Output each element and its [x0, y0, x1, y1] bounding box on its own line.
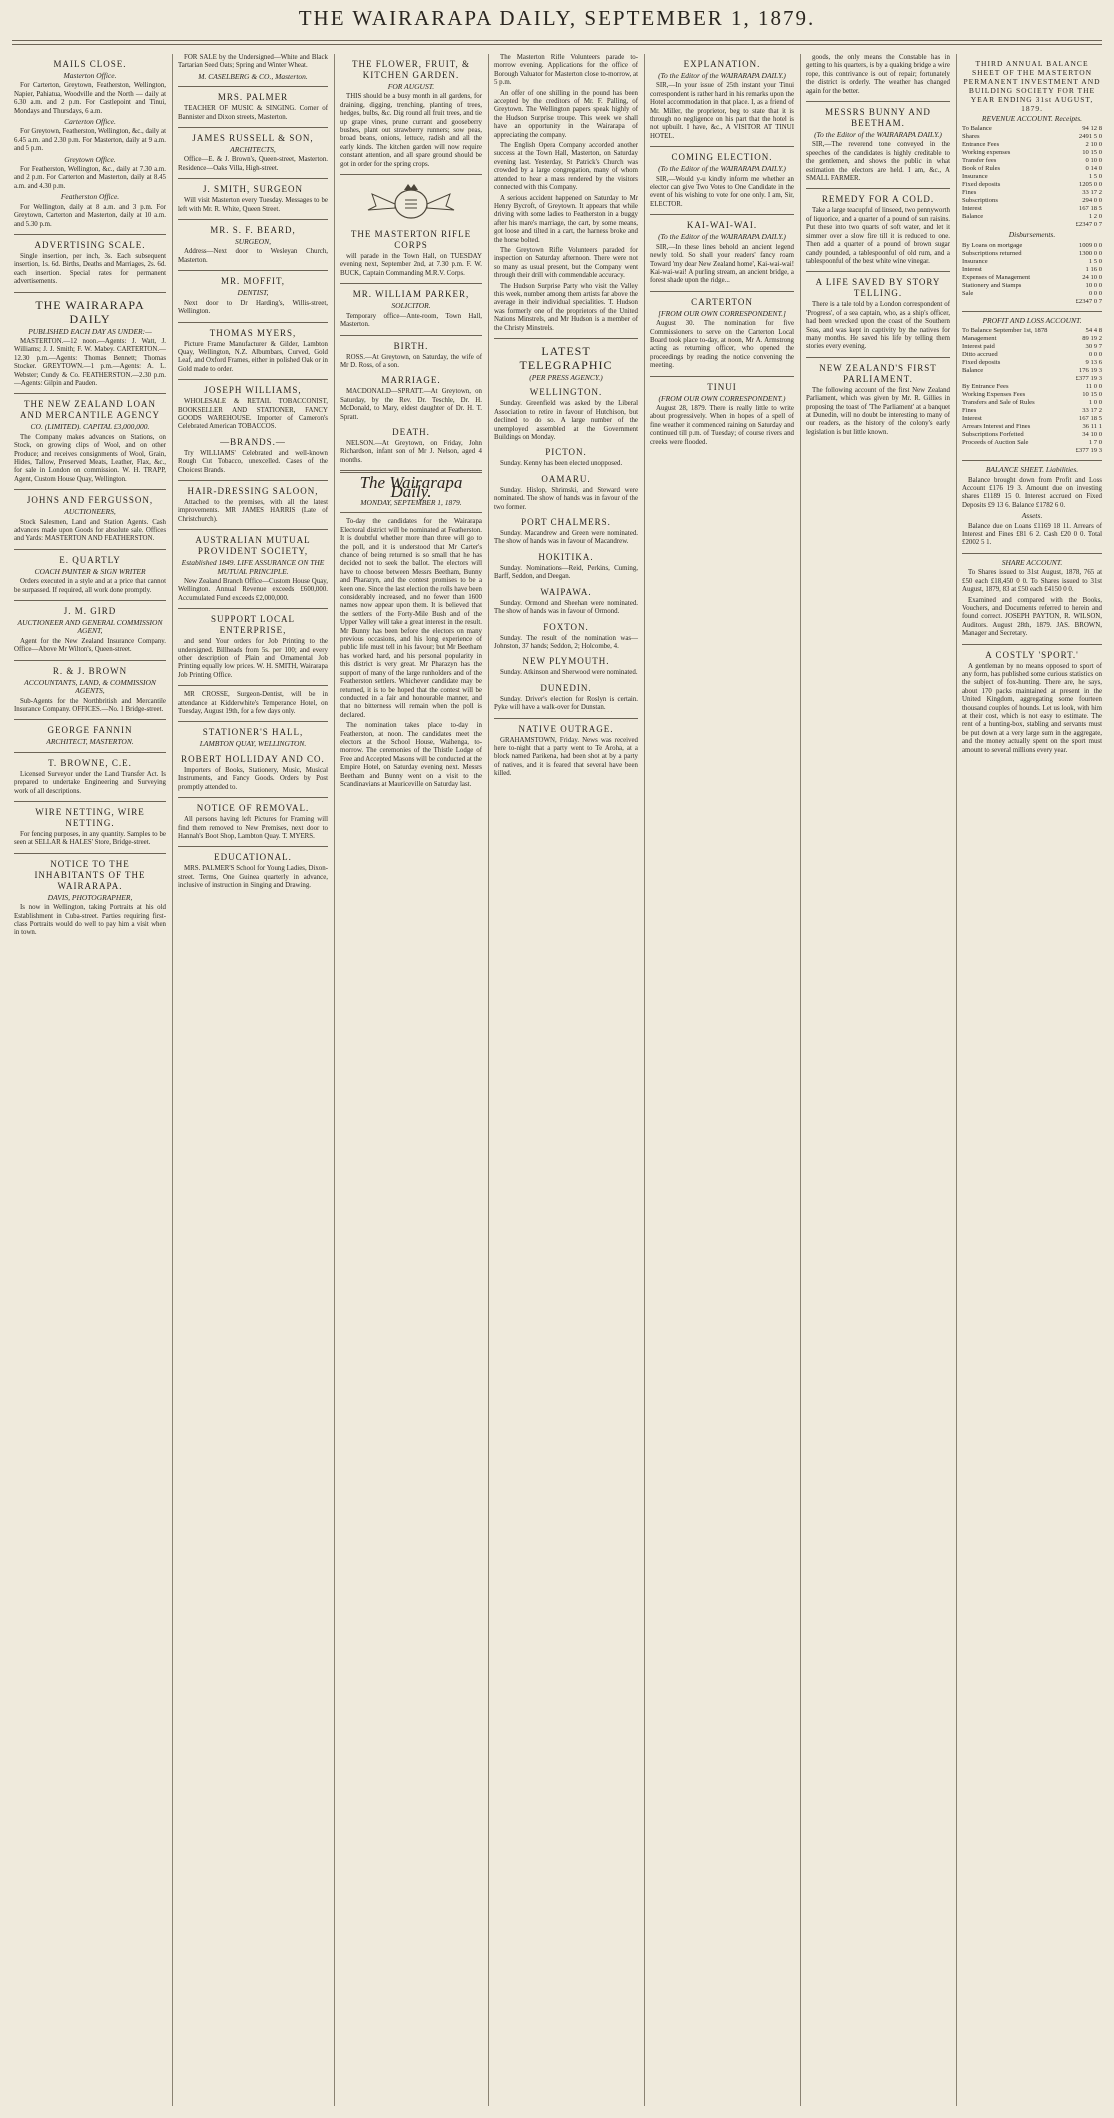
- tel-text: Sunday. Greenfield was asked by the Liberal Association to retire in favour of Hutchison, but declined to do so. A large number of the unemployed assembled at the Government Buildings on Monday.: [494, 400, 638, 442]
- tel-place: PICTON.: [545, 447, 587, 458]
- edu-title: EDUCATIONAL.: [214, 852, 292, 863]
- account-amount: 10 15 0: [1082, 149, 1102, 157]
- account-amount: 30 9 7: [1085, 343, 1102, 351]
- coming-title: COMING ELECTION.: [671, 152, 773, 163]
- mail-text: For Featherston, Wellington, &c., daily at 7.30 a.m. and 2 p.m. For Carterton and Masterton, daily at 8.45 a.m. and 4.30 p.m.: [14, 166, 166, 190]
- account-label: Arrears Interest and Fines: [962, 423, 1031, 431]
- mail-text: For Greytown, Featherston, Wellington, &c., daily at 6.45 a.m. and 2.30 p.m. For Masterton, daily at 9 a.m. and 5 p.m.: [14, 128, 166, 153]
- account-amount: 0 14 0: [1085, 165, 1102, 173]
- column-7: [962, 54, 1102, 2106]
- account-row: [962, 133, 1102, 141]
- davis-title: DAVIS, PHOTOGRAPHER,: [47, 892, 133, 902]
- account-amount: 1 0 0: [1088, 399, 1102, 407]
- brands-text: Try WILLIAMS' Celebrated and well-known Rough Cut Tobacco, unexcelled. Cases of the Choicest Brands.: [178, 449, 328, 474]
- local-news: The English Opera Company accorded another success at the Town Hall, Masterton, on Saturday evening last. Yesterday, St Patrick's Church was crowded by a large congregation, many of whom attended to hear a mass rendered by the visitors connected with this Company.: [494, 142, 638, 192]
- bunny-title: MESSRS BUNNY AND BEETHAM.: [825, 107, 931, 129]
- account-amount: 33 17 2: [1082, 189, 1102, 197]
- moffit-text: Next door to Dr Harding's, Willis-street, Wellington.: [178, 299, 328, 316]
- bunny-text: SIR,—The reverend tone conveyed in the speeches of the candidates is highly creditable to the gentlemen, and shows the public in what estimation the electors are held. I am, &c., A SMALL FARMER.: [806, 141, 950, 183]
- loan-title: THE NEW ZEALAND LOAN AND MERCANTILE AGENCY: [20, 399, 160, 421]
- tel-text: Sunday. Driver's election for Roslyn is certain. Pyke will have a walk-over for Dunstan.: [494, 695, 638, 712]
- account-label: Balance: [962, 213, 984, 221]
- smith-text: Will visit Masterton every Tuesday. Messages to be left with Mr. R. White, Queen Street.: [178, 197, 328, 213]
- johns-title: JOHNS AND FERGUSSON,: [26, 495, 154, 506]
- pl-total-2: £377 19 3: [1075, 447, 1102, 455]
- account-row: [962, 266, 1102, 274]
- account-row: [962, 173, 1102, 181]
- account-row: [962, 258, 1102, 266]
- account-label: Subscriptions returned: [962, 249, 1022, 257]
- tinui-text: August 28, 1879. There is really little to write about progressively. When in hopes of a spell of fine weather it commenced raining on Saturday and continued till p.m. of Tuesday; of course rivers and creeks were flooded.: [650, 404, 794, 446]
- account-label: To Balance: [962, 125, 992, 133]
- masthead-rule-bottom: [12, 44, 1102, 45]
- quartly-sub: COACH PAINTER & SIGN WRITER: [34, 566, 146, 576]
- receipts-table: [962, 125, 1102, 221]
- account-label: Subscriptions Forfeited: [962, 431, 1024, 439]
- daily-title: THE WAIRARAPA DAILY: [35, 297, 145, 326]
- explanation-title: EXPLANATION.: [683, 59, 761, 69]
- account-row: [962, 391, 1102, 399]
- column-4: [494, 54, 638, 2106]
- account-row: [962, 383, 1102, 391]
- holliday-text: Importers of Books, Stationery, Music, Musical Instruments, and Fancy Goods. Orders by Post promptly attended to.: [178, 766, 328, 791]
- tinui-sub: (FROM OUR OWN CORRESPONDENT.): [658, 393, 786, 403]
- amp-title: AUSTRALIAN MUTUAL PROVIDENT SOCIETY,: [195, 535, 311, 557]
- receipts-heading: REVENUE ACCOUNT. Receipts.: [981, 114, 1083, 123]
- column-divider: [956, 54, 957, 2106]
- wire-title: WIRE NETTING, WIRE NETTING.: [35, 806, 145, 828]
- fannin-title: GEORGE FANNIN: [47, 725, 133, 736]
- telegraph-sub: (PER PRESS AGENCY.): [529, 373, 603, 382]
- account-row: [962, 250, 1102, 258]
- tel-place: OAMARU.: [541, 473, 591, 484]
- account-amount: 89 19 2: [1082, 335, 1102, 343]
- account-row: [962, 399, 1102, 407]
- sport-text: A gentleman by no means opposed to sport of any form, has published some curious statistics on the subject of fox-hunting. There are, he says, about 170 packs maintained at present in the United Kingdom, aggregating some fourteen thousand couples of hounds. Let us look, with him at their cost, which is not easy to estimate. The rent of a hunting-box, stabling and servants must be put down at a very large sum in the aggregate, and the money actually spent on the sport must amount to several millions every year.: [962, 662, 1102, 754]
- account-amount: 1 16 0: [1085, 265, 1102, 273]
- loan-text: The Company makes advances on Stations, on Stock, on growing clips of Wool, and on other Produce; and receives consignments of Wool, Grain, Hides, Tallow, Preserved Meats, Leather, Flax, &c., for sale in London on commission. W. H. TRAPP, Agent, Custom House Quay, Wellington.: [14, 433, 166, 483]
- account-amount: 167 18 5: [1078, 415, 1102, 423]
- browne-text: Licensed Surveyor under the Land Transfer Act. Is prepared to undertake Engineering and Surveying work of all descriptions.: [14, 770, 166, 795]
- bs-text: Balance brought down from Profit and Loss Account £176 19 3. Amount due on investing shares £1189 15 0. Interest accrued on Fixed Deposits £9 13 6. Balance £1782 6 0.: [962, 476, 1102, 509]
- account-amount: 1 5 0: [1088, 257, 1102, 265]
- removal-text: All persons having left Pictures for Framing will find them removed to New Premises, next door to Hannah's Boot Shop, Lambton Quay. T. MYERS.: [178, 816, 328, 840]
- share-heading: SHARE ACCOUNT.: [1001, 557, 1063, 567]
- quartly-title: E. QUARTLY: [59, 554, 121, 565]
- gird-sub: AUCTIONEER AND GENERAL COMMISSION AGENT,: [17, 618, 163, 636]
- account-amount: 294 0 0: [1082, 197, 1102, 205]
- account-label: Fines: [962, 189, 977, 197]
- amp-text: New Zealand Branch Office—Custom House Quay, Wellington. Annual Revenue exceeds £600,000. Accumulated Fund exceeds £2,000,000.: [178, 578, 328, 602]
- tel-text: Sunday. Kenny has been elected unopposed.: [500, 460, 623, 468]
- tel-place: NEW PLYMOUTH.: [522, 656, 610, 667]
- local-news: An offer of one shilling in the pound has been accepted by the creditors of Mr. F. Palling, of Greytown. The Wellington papers speak highly of the Hudson Surprise troupe. This week we shall have an opportunity in the Wairarapa of appreciating the company.: [494, 89, 638, 139]
- account-row: [962, 213, 1102, 221]
- masthead: THE WAIRARAPA DAILY, SEPTEMBER 1, 1879.: [298, 6, 816, 30]
- column-divider: [172, 54, 173, 2106]
- brands-title: —BRANDS.—: [220, 436, 286, 447]
- account-label: Working Expenses Fees: [962, 391, 1026, 399]
- account-amount: 1 7 0: [1088, 439, 1102, 447]
- garden-text: THIS should be a busy month in all gardens, for draining, digging, trenching, planting of trees, hedges, bulbs, &c. Dig round all fruit trees, and tie up grape vines, prune currant and gooseberry bushes, plant out strawberry runners; sow peas, broad beans, onions, lettuce, radish and all the early kinds. The kitchen garden will now require constant attention, and all spare ground should be got in order for the spring crops.: [340, 93, 482, 168]
- account-row: [962, 431, 1102, 439]
- account-row: [962, 343, 1102, 351]
- column-6: [806, 54, 950, 2106]
- account-label: Book of Rules: [962, 165, 1001, 173]
- russell-sub: ARCHITECTS,: [230, 145, 276, 155]
- browne-title: T. BROWNE, C.E.: [48, 757, 132, 768]
- account-label: Entrance Fees: [962, 141, 1000, 149]
- palmer-title: MRS. PALMER: [217, 92, 289, 103]
- removal-title: NOTICE OF REMOVAL.: [196, 803, 310, 814]
- carterton-title: CARTERTON: [691, 296, 753, 307]
- coming-text: SIR,—Would y-u kindly inform me whether an elector can give Two Votes to One Candidate in the event of his wishing to vote for one only. I am, Sir, ELECTOR.: [650, 175, 794, 208]
- local-news: A serious accident happened on Saturday to Mr Henry Bycroft, of Greytown. It appears that while driving with some ladies to Featherston in a buggy after his mare's marriage, the cart, by some means, got loose and tilted in a cart, the harness broke and the horse bolted.: [494, 194, 638, 244]
- account-amount: 2491 5 0: [1078, 133, 1102, 141]
- williams-text: WHOLESALE & RETAIL TOBACCONIST, BOOKSELLER AND STATIONER, FANCY GOODS WAREHOUSE. Importer of Cameron's Celebrated American TOBACCOS.: [178, 398, 328, 431]
- life-title: A LIFE SAVED BY STORY TELLING.: [815, 277, 941, 299]
- account-label: Expenses of Management: [962, 273, 1031, 281]
- column-5: [650, 54, 794, 2106]
- share-text: To Shares issued to 31st August, 1878, 765 at £50 each £18,450 0 0. To Shares issued to 31st August, 1879, 83 at £50 each £4150 0 0.: [962, 569, 1102, 594]
- balance-sheet-title: THIRD ANNUAL BALANCE SHEET OF THE MASTERTON PERMANENT INVESTMENT AND BUILDING SOCIETY FOR THE YEAR ENDING 31st AUGUST, 1879.: [963, 59, 1101, 113]
- mail-text: For Carterton, Greytown, Featherston, Wellington, Napier, Pahiatua, Woodville and the North — daily at 6.30 a.m. and 2 p.m. For Castlepoint and Tinui, Mondays and Thursdays, 6 a.m.: [14, 82, 166, 115]
- tel-text: Sunday. Hislop, Shrimski, and Steward were nominated. The show of hands was in favour of the two former.: [494, 486, 638, 511]
- royal-crest-icon: [364, 180, 458, 224]
- stationers-sub: LAMBTON QUAY, WELLINGTON.: [199, 739, 307, 749]
- account-amount: 1300 0 0: [1078, 249, 1102, 257]
- account-amount: 167 18 5: [1078, 205, 1102, 213]
- account-row: [962, 415, 1102, 423]
- kaiwai-text: SIR,—In these lines behold an ancient legend newly told. So shall your readers' fancy roam Toward 'my dear New Zealand home', Kai-wai-wai! Kai-wai-wai! A purling stream, an ancient bridge, a forest shade upon the ridge...: [650, 243, 794, 285]
- kaiwai-title: KAI-WAI-WAI.: [686, 220, 758, 231]
- coming-sub: (To the Editor of the WAIRARAPA DAILY.): [658, 164, 786, 174]
- local-news: The Hudson Surprise Party who visit the Valley this week, number among them artists far above the average in their individual specialities. T. Hudson was formerly one of the proprietors of the United Nations Minstrels, and Mr Hudson is a member of the Christy Minstrels.: [494, 282, 638, 332]
- williams-title: JOSEPH WILLIAMS,: [204, 385, 302, 396]
- leader-text-2: The nomination takes place to-day in Featherston, at noon. The candidates meet the electors at the School House, Waihenga, to-morrow. The ceremonies of the Thistle Lodge of Free and Accepted Masons will be conducted at the Empire Hotel, on Saturday evening next. Messrs Beetham and Bunny went on a visit to the Scandinavians at Mauriceville on Saturday last.: [340, 722, 482, 788]
- rifles-text: will parade in the Town Hall, on TUESDAY evening next, September 2nd, at 7.30 p.m. F. W. BUCK, Captain Commanding M.R.V. Corps.: [340, 253, 482, 277]
- sale-text: FOR SALE by the Undersigned—White and Black Tartarian Seed Oats; Spring and Winter Wheat.: [178, 54, 328, 70]
- birth-heading: BIRTH.: [393, 340, 429, 351]
- advertising-heading: ADVERTISING SCALE.: [34, 239, 146, 250]
- edu-text: MRS. PALMER'S School for Young Ladies, Dixon-street. Terms, One Guinea quarterly in advance, inclusive of instruction in Singing and Drawing.: [178, 865, 328, 890]
- kaiwai-sub: (To the Editor of the WAIRARAPA DAILY.): [658, 232, 786, 242]
- tel-place: WAIPAWA.: [540, 586, 592, 597]
- remedy-title: REMEDY FOR A COLD.: [821, 194, 935, 205]
- holliday-title: ROBERT HOLLIDAY AND CO.: [181, 753, 325, 764]
- account-row: [962, 197, 1102, 205]
- column-divider: [488, 54, 489, 2106]
- account-row: [962, 149, 1102, 157]
- account-label: Management: [962, 335, 997, 343]
- hair-title: HAIR-DRESSING SALOON,: [187, 485, 319, 496]
- brown-title: R. & J. BROWN: [52, 665, 128, 676]
- palmer-text: TEACHER OF MUSIC & SINGING. Corner of Bannister and Dixon streets, Masterton.: [178, 105, 328, 121]
- account-row: [962, 327, 1102, 335]
- telegraph-title: LATEST TELEGRAPHIC: [519, 344, 613, 372]
- local-text: and send Your orders for Job Printing to the undersigned. Billheads from 5s. per 100; and every other description of Plain and Ornamental Job Printing equally low prices. W. H. SMITH, Wairarapa Job Printing Office.: [178, 638, 328, 679]
- notice-title: NOTICE TO THE INHABITANTS OF THE WAIRARAPA.: [34, 858, 146, 891]
- stationers-title: STATIONER'S HALL,: [202, 727, 304, 738]
- account-row: [962, 189, 1102, 197]
- garden-sub: FOR AUGUST.: [387, 82, 435, 91]
- account-row: [962, 181, 1102, 189]
- account-label: Insurance: [962, 257, 988, 265]
- leader-text: To-day the candidates for the Wairarapa Electoral district will be nominated at Featherston. It is doubtful whether more than three will go to the poll, and it is understood that Mr Carter's chance of being returned is so small that he has decided not to seek the ballot. The electors will have to choose between Messrs Beetham, Bunny and Pharazyn, and the contest promises to be a keen one. Since the last election the rolls have been considerably increased, and no fewer than 1600 names now appear upon them. It is believed that the settlers of the Forty-Mile Bush and of the Upper Valley will take a great interest in the result. Mr Bunny has been before the electors on many previous occasions, and his long experience of public life must tell in his favour; but Mr Beetham has worked hard, and his personal popularity in this district is very great. Mr Pharazyn has the support of many of the large runholders and of the Featherston settlers. Whichever candidate may be returned, it is to be hoped that the contest will be conducted in a fair and honourable manner, and that no bitterness will remain when the poll is declared.: [340, 518, 482, 719]
- daily-sub: PUBLISHED EACH DAY AS UNDER:—: [28, 326, 152, 336]
- pl-heading: PROFIT AND LOSS ACCOUNT.: [982, 315, 1082, 325]
- parliament-text: The following account of the first New Zealand Parliament, which was given by Mr. R. Gillies in proposing the toast of 'The Parliament' at a banquet at Dunedin, will no doubt be interesting to many of our readers, as the history of the colony's early legislation is but little known.: [806, 386, 950, 436]
- davis-text: Is now in Wellington, taking Portraits at his old Establishment in Cuba-street. Parties requiring first-class Portraits would do well to pay him a visit when in town.: [14, 904, 166, 937]
- account-row: [962, 165, 1102, 173]
- tel-text: Sunday. Ormond and Sheehan were nominated. The show of hands was in favour of Ormond.: [494, 599, 638, 616]
- account-row: [962, 290, 1102, 298]
- account-amount: 33 17 2: [1082, 407, 1102, 415]
- account-amount: 10 0 0: [1085, 281, 1102, 289]
- gird-title: J. M. GIRD: [63, 606, 117, 617]
- crosse-text: MR CROSSE, Surgeon-Dentist, will be in attendance at Kidderwhite's Temperance Hotel, on Tuesday, August 19th, for a few days only.: [178, 691, 328, 716]
- audit-text: Examined and compared with the Books, Vouchers, and Documents referred to herein and found correct. JOSEPH PAYTON, R. WILSON, Auditors. August 28th, 1879. JAS. BROWN, Manager and Secretary.: [962, 596, 1102, 638]
- explanation-text: SIR,—In your issue of 25th instant your Tinui correspondent is rather hard in his remarks upon the Hotel accommodation in that place. I, as a friend of Mr. Miller, the proprietor, beg to state that it is through no negligence on his part that the hotel is not upbuilt. I have, &c., A VISITOR AT TINUI HOTEL.: [650, 82, 794, 140]
- account-row: [962, 367, 1102, 375]
- gird-text: Agent for the New Zealand Insurance Company. Office—Above Mr Wilton's, Queen-street.: [14, 637, 166, 654]
- remedy-text: Take a large teacupful of linseed, two pennyworth of liquorice, and a quarter of a pound of sun raisins. Put these into two quarts of soft water, and let it simmer over a slow fire till it is reduced to one. Then add a quarter of a pound of brown sugar candy pounded, a tablespoonful of old rum, and a tablespoonful of the best white wine vinegar.: [806, 207, 950, 265]
- account-label: Fixed deposits: [962, 359, 1001, 367]
- johns-text: Stock Salesmen, Land and Station Agents. Cash advances made upon Goods for absolute sale. Offices and Yards: MASTERTON AND FEATHERSTON.: [14, 518, 166, 543]
- account-amount: 94 12 8: [1082, 125, 1102, 133]
- account-amount: 2 10 0: [1085, 141, 1102, 149]
- sale-sign: M. CASELBERG & CO., Masterton.: [198, 71, 308, 81]
- brown-text: Sub-Agents for the Northbritish and Mercantile Insurance Company. OFFICES.—No. 1 Bridge-street.: [14, 697, 166, 713]
- disbursements-total: £2347 0 7: [1075, 297, 1102, 305]
- life-text: There is a tale told by a London correspondent of 'Progress', of a sea captain, who, as a ship's officer, had been wrecked upon the coast of the Southern Seas, and was kept in captivity by the natives for many months. He saved his life by telling them stories every evening.: [806, 301, 950, 351]
- moffit-sub: DENTIST,: [237, 288, 269, 298]
- account-amount: 54 4 8: [1085, 327, 1102, 335]
- disbursements-heading: Disbursements.: [1008, 230, 1056, 240]
- paper-date: MONDAY, SEPTEMBER 1, 1879.: [360, 497, 462, 507]
- section-heading: Greytown Office.: [64, 154, 116, 164]
- local-news: The Greytown Rifle Volunteers paraded for inspection on Saturday afternoon. There were not so many as usual present, but the Company went through their drill with commendable accuracy.: [494, 246, 638, 280]
- account-label: Interest: [962, 265, 982, 273]
- tel-text: Sunday. Macandrew and Green were nominated. The show of hands was in favour of Macandrew.: [494, 530, 638, 546]
- account-amount: 176 19 3: [1078, 367, 1102, 375]
- account-label: Insurance: [962, 173, 988, 181]
- pl-table-2: [962, 383, 1102, 447]
- account-label: Sale: [962, 289, 974, 297]
- account-amount: 0 0 0: [1088, 289, 1102, 297]
- outrage-text: GRAHAMSTOWN, Friday. News was received here to-night that a party went to Te Aroha, at a block named Parikena, had been shot at by a party of natives, and it is feared that several have been killed.: [494, 736, 638, 778]
- mails-heading: MAILS CLOSE.: [53, 59, 127, 69]
- account-row: [962, 205, 1102, 213]
- wire-text: For fencing purposes, in any quantity. Samples to be seen at SELLAR & HALES' Store, Bridge-street.: [14, 830, 166, 847]
- bunny-sub: (To the Editor of the WAIRARAPA DAILY.): [814, 130, 942, 140]
- parker-text: Temporary office—Ante-room, Town Hall, Masterton.: [340, 312, 482, 329]
- pl-total: £377 19 3: [1075, 375, 1102, 383]
- marriage-text: MACDONALD—SPRATT.—At Greytown, on Saturday, by the Rev. Dr. Teschle, Dr. H. McDonald, to Mary, eldest daughter of Dr. H. T. Spratt.: [340, 388, 482, 421]
- sport-title: A COSTLY 'SPORT.': [985, 649, 1079, 660]
- carterton-text: August 30. The nomination for five Commissioners to serve on the Carterton Local Board took place to-day, at noon, Mr A. Armstrong acting as returning officer, who opened the proceedings by reading the notice convening the meeting.: [650, 320, 794, 370]
- tel-place: PORT CHALMERS.: [521, 517, 611, 528]
- outrage-title: NATIVE OUTRAGE.: [518, 723, 614, 734]
- column-1: [14, 54, 166, 2106]
- account-label: Working expenses: [962, 149, 1011, 157]
- account-label: Fines: [962, 407, 977, 415]
- advertising-text: Single insertion, per inch, 3s. Each subsequent insertion, 1s. 6d. Births, Deaths and Marriages, 2s. 6d. each insertion. Special rates for permanent advertisements.: [14, 252, 166, 286]
- account-amount: 1009 0 0: [1078, 241, 1102, 249]
- account-label: Proceeds of Auction Sale: [962, 439, 1029, 447]
- moffit-title: MR. MOFFIT,: [220, 276, 286, 287]
- column-divider: [334, 54, 335, 2106]
- parker-sub: SOLICITOR.: [391, 301, 431, 311]
- daily-text: MASTERTON.—12 noon.—Agents: J. Watt, J. Williams; J. J. Smith; F. W. Mabey. CARTERTON.—12.30 p.m.—Agents: Thomas Bennett; Thomas Stocker. GREYTOWN.—1 p.m.—Agents: A. L. Webster; Cundy & Co. FEATHERSTON.—2.30 p.m.—Agents: Gilpin and Pauden.: [14, 337, 166, 387]
- tel-text: Sunday. The result of the nomination was—Johnston, 37 hands; Seddon, 2; Holcombe, 4.: [494, 634, 638, 650]
- account-amount: 11 0 0: [1085, 383, 1102, 391]
- column-2: [178, 54, 328, 2106]
- account-label: Stationery and Stamps: [962, 281, 1022, 289]
- account-label: Ditto accrued: [962, 351, 998, 359]
- garden-title: THE FLOWER, FRUIT, & KITCHEN GARDEN.: [351, 59, 471, 80]
- account-amount: 1205 0 0: [1078, 181, 1102, 189]
- account-amount: 36 11 1: [1082, 423, 1102, 431]
- smith-title: J. SMITH, SURGEON: [202, 184, 303, 195]
- paper-title: The Wairarapa Daily.: [359, 473, 463, 501]
- account-label: Transfer fees: [962, 157, 997, 165]
- russell-text: Office—E. & J. Brown's, Queen-street, Masterton. Residence—Oaks Villa, High-street.: [178, 156, 328, 172]
- account-row: [962, 282, 1102, 290]
- quartly-text: Orders executed in a style and at a price that cannot be surpassed. If required, all work done promptly.: [14, 578, 166, 594]
- account-label: By Loans on mortgage: [962, 241, 1023, 249]
- account-amount: 9 13 6: [1085, 359, 1102, 367]
- carterton-sub: [FROM OUR OWN CORRESPONDENT.]: [658, 308, 786, 318]
- fannin-sub: ARCHITECT, MASTERTON.: [46, 737, 134, 747]
- tel-place: DUNEDIN.: [540, 682, 592, 693]
- tel-place: HOKITIKA.: [538, 551, 594, 562]
- tel-text: Sunday. Atkinson and Sherwood were nominated.: [500, 669, 638, 677]
- disbursements-table: [962, 242, 1102, 298]
- account-amount: 1 5 0: [1088, 173, 1102, 181]
- account-amount: 24 10 0: [1082, 273, 1102, 281]
- column-divider: [800, 54, 801, 2106]
- account-amount: 1 2 0: [1088, 213, 1102, 221]
- marriage-heading: MARRIAGE.: [381, 375, 441, 386]
- masthead-rule-top: [12, 40, 1102, 41]
- account-label: Subscriptions: [962, 197, 998, 205]
- death-text: NELSON.—At Greytown, on Friday, John Richardson, infant son of Mr J. Nelson, aged 4 months.: [340, 439, 482, 464]
- account-label: Balance: [962, 367, 984, 375]
- account-label: Fixed deposits: [962, 181, 1001, 189]
- beard-title: MR. S. F. BEARD,: [210, 225, 296, 236]
- column-3: [340, 54, 482, 2106]
- birth-text: ROSS.—At Greytown, on Saturday, the wife of Mr D. Ross, of a son.: [340, 353, 482, 369]
- account-amount: 10 15 0: [1082, 391, 1102, 399]
- amp-sub: Established 1849. LIFE ASSURANCE ON THE MUTUAL PRINCIPLE.: [181, 558, 325, 576]
- account-row: [962, 157, 1102, 165]
- brown-sub: ACCOUNTANTS, LAND, & COMMISSION AGENTS,: [24, 677, 156, 696]
- tinui-continued-text: goods, the only means the Constable has in getting to his quarters, is by a quaking bridge a wire rope, this contrivance is out of repair; fortunately the district is orderly. The weather has changed again for the better.: [806, 54, 950, 95]
- assets-heading: Assets.: [1021, 511, 1043, 521]
- account-row: [962, 439, 1102, 447]
- account-row: [962, 359, 1102, 367]
- account-row: [962, 351, 1102, 359]
- tinui-title: TINUI: [707, 381, 737, 392]
- beard-sub: SURGEON,: [234, 237, 272, 247]
- section-heading: Masterton Office.: [63, 71, 117, 80]
- pl-table: [962, 327, 1102, 375]
- account-label: Interest: [962, 415, 982, 423]
- hair-text: Attached to the premises, with all the latest improvements. MR JAMES HARRIS (Late of Christchurch).: [178, 498, 328, 523]
- tel-place: FOXTON.: [543, 621, 589, 632]
- receipts-total: £2347 0 7: [1075, 221, 1102, 229]
- loan-sub: CO. (LIMITED). CAPITAL £3,000,000.: [30, 422, 150, 432]
- account-row: [962, 274, 1102, 282]
- parliament-title: NEW ZEALAND'S FIRST PARLIAMENT.: [819, 362, 937, 384]
- parker-title: MR. WILLIAM PARKER,: [352, 289, 470, 300]
- account-label: Shares: [962, 133, 980, 141]
- account-amount: 0 0 0: [1088, 351, 1102, 359]
- johns-sub: AUCTIONEERS,: [64, 507, 116, 517]
- myers-text: Picture Frame Manufacturer & Gilder, Lambton Quay, Wellington, N.Z. Albumbars, Curved, Gold Leaf, and Oxford Frames, either in polished Oak or in Gold made to order.: [178, 340, 328, 373]
- mail-text: For Wellington, daily at 8 a.m. and 3 p.m. For Greytown, Carterton and Masterton, daily at 10 a.m. and 5.30 p.m.: [14, 203, 166, 228]
- myers-title: THOMAS MYERS,: [209, 327, 297, 338]
- section-heading: Carterton Office.: [64, 117, 116, 127]
- volunteer-text: The Masterton Rifle Volunteers parade to-morrow evening. Applications for the office of Borough Valuator for Masterton close to-morrow, at 5 p.m.: [494, 54, 638, 87]
- account-amount: 0 10 0: [1085, 157, 1102, 165]
- account-label: Interest: [962, 205, 982, 213]
- account-label: To Balance September 1st, 1878: [962, 327, 1048, 335]
- account-label: Transfers and Sale of Rules: [962, 399, 1035, 407]
- account-label: By Entrance Fees: [962, 383, 1009, 391]
- account-amount: 34 10 0: [1082, 431, 1102, 439]
- account-label: Interest paid: [962, 343, 995, 351]
- bs-heading: BALANCE SHEET. Liabilities.: [985, 465, 1079, 475]
- rifles-title: THE MASTERTON RIFLE CORPS: [350, 229, 472, 251]
- tel-place: WELLINGTON.: [529, 387, 603, 398]
- account-row: [962, 407, 1102, 415]
- section-heading: Featherston Office.: [60, 192, 120, 202]
- death-heading: DEATH.: [392, 426, 430, 437]
- account-row: [962, 242, 1102, 250]
- assets-text: Balance due on Loans £1169 18 11. Arrears of Interest and Fines £81 6 2. Cash £20 0 0. Total £2002 5 1.: [962, 522, 1102, 547]
- account-row: [962, 335, 1102, 343]
- column-divider: [644, 54, 645, 2106]
- explanation-sub: (To the Editor of the WAIRARAPA DAILY.): [658, 71, 786, 80]
- account-row: [962, 423, 1102, 431]
- russell-title: JAMES RUSSELL & SON,: [192, 133, 314, 144]
- beard-text: Address—Next door to Wesleyan Church, Masterton.: [178, 248, 328, 264]
- account-row: [962, 141, 1102, 149]
- account-row: [962, 125, 1102, 133]
- tel-text: Sunday. Nominations—Reid, Perkins, Cuming, Barff, Seddon, and Deegan.: [494, 564, 638, 581]
- local-title: SUPPORT LOCAL ENTERPRISE,: [210, 614, 296, 636]
